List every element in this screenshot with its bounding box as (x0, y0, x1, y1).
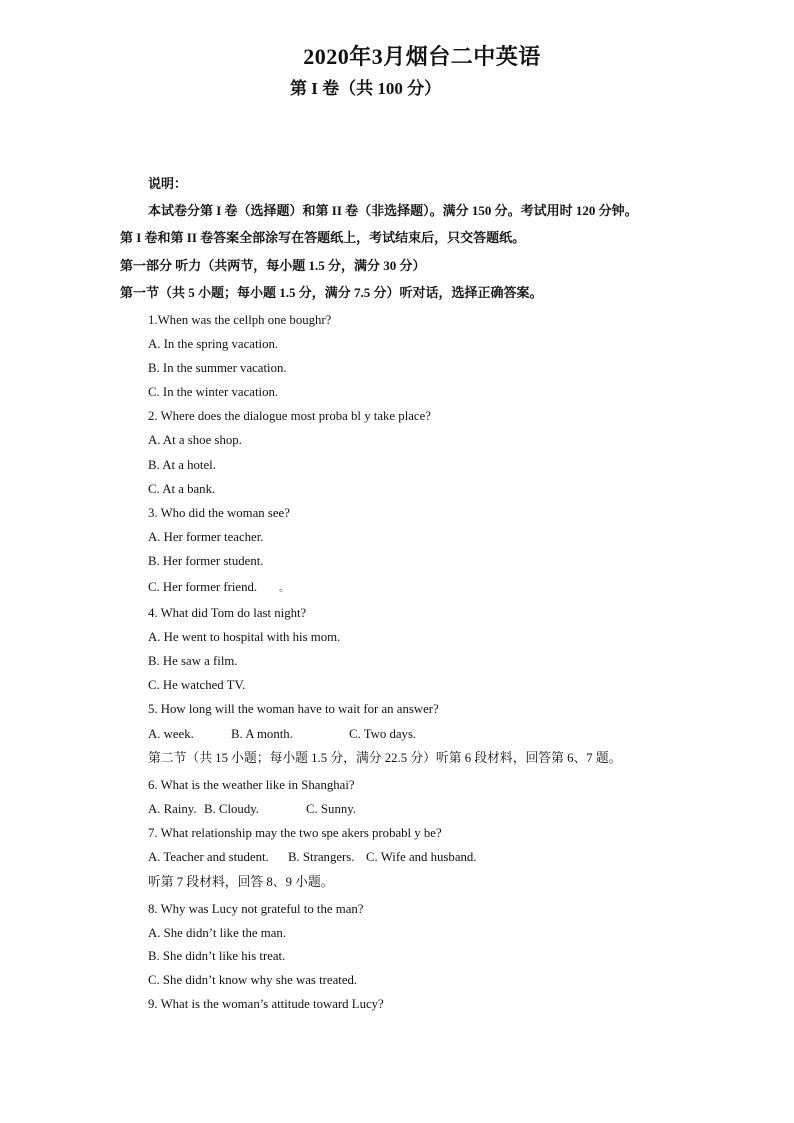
question-2: 2. Where does the dialogue most proba bl y take place? (148, 409, 431, 423)
question-1: 1.When was the cellph one boughr? (148, 313, 332, 327)
stray-mark: 。 (279, 583, 290, 594)
question-2-option-b: B. At a hotel. (148, 458, 216, 472)
question-5-option-a: A. week. (148, 727, 194, 741)
material-7-heading: 听第 7 段材料，回答 8、9 小题。 (148, 875, 334, 889)
question-8-option-b: B. She didn’t like his treat. (148, 949, 286, 963)
page-title: 2020年3月烟台二中英语 (303, 44, 541, 69)
question-1-option-c: C. In the winter vacation. (148, 385, 279, 399)
question-7-options (148, 849, 477, 865)
question-6-option-a: A. Rainy. (148, 802, 197, 816)
question-7-option-b: B. Strangers. (288, 850, 355, 864)
question-6-option-c: C. Sunny. (306, 802, 357, 816)
question-1-option-a: A. In the spring vacation. (148, 337, 279, 351)
question-7: 7. What relationship may the two spe akers probabl y be? (148, 826, 442, 840)
question-4-option-a: A. He went to hospital with his mom. (148, 630, 341, 644)
part-1-heading: 第一部分 听力（共两节，每小题 1.5 分，满分 30 分） (120, 258, 426, 273)
section-2-heading: 第二节（共 15 小题；每小题 1.5 分，满分 22.5 分）听第 6 段材料，回答第 6、7 题。 (148, 751, 622, 765)
question-5-options (148, 726, 416, 742)
question-5-option-b: B. A month. (231, 727, 293, 741)
question-6-options (148, 801, 356, 817)
page-subtitle: 第 I 卷（共 100 分） (290, 79, 442, 98)
question-5-option-c: C. Two days. (349, 727, 417, 741)
instructions-line-1: 本试卷分第 I 卷（选择题）和第 II 卷（非选择题）。满分 150 分。考试用时 120 分钟。 (148, 203, 638, 218)
question-7-option-a: A. Teacher and student. (148, 850, 269, 864)
question-4: 4. What did Tom do last night? (148, 606, 307, 620)
instructions-label: 说明： (148, 176, 188, 191)
question-3: 3. Who did the woman see? (148, 506, 290, 520)
question-3-option-c (148, 579, 289, 597)
question-8-option-c: C. She didn’t know why she was treated. (148, 973, 358, 987)
question-3-option-a: A. Her former teacher. (148, 530, 264, 544)
question-1-option-b: B. In the summer vacation. (148, 361, 287, 375)
question-6: 6. What is the weather like in Shanghai? (148, 778, 355, 792)
instructions-line-2: 第 I 卷和第 II 卷答案全部涂写在答题纸上，考试结束后，只交答题纸。 (120, 230, 526, 245)
question-2-option-c: C. At a bank. (148, 482, 216, 496)
question-7-option-c: C. Wife and husband. (366, 850, 477, 864)
section-1-heading: 第一节（共 5 小题；每小题 1.5 分，满分 7.5 分）听对话，选择正确答案。 (120, 285, 543, 300)
question-6-option-b: B. Cloudy. (204, 802, 259, 816)
question-3-option-c-text: C. Her former friend. (148, 580, 258, 594)
question-8-option-a: A. She didn’t like the man. (148, 926, 287, 940)
question-5: 5. How long will the woman have to wait for an answer? (148, 702, 439, 716)
question-2-option-a: A. At a shoe shop. (148, 433, 242, 447)
question-9: 9. What is the woman’s attitude toward Lucy? (148, 997, 384, 1011)
question-4-option-c: C. He watched TV. (148, 678, 246, 692)
question-3-option-b: B. Her former student. (148, 554, 264, 568)
question-8: 8. Why was Lucy not grateful to the man? (148, 902, 364, 916)
question-4-option-b: B. He saw a film. (148, 654, 238, 668)
